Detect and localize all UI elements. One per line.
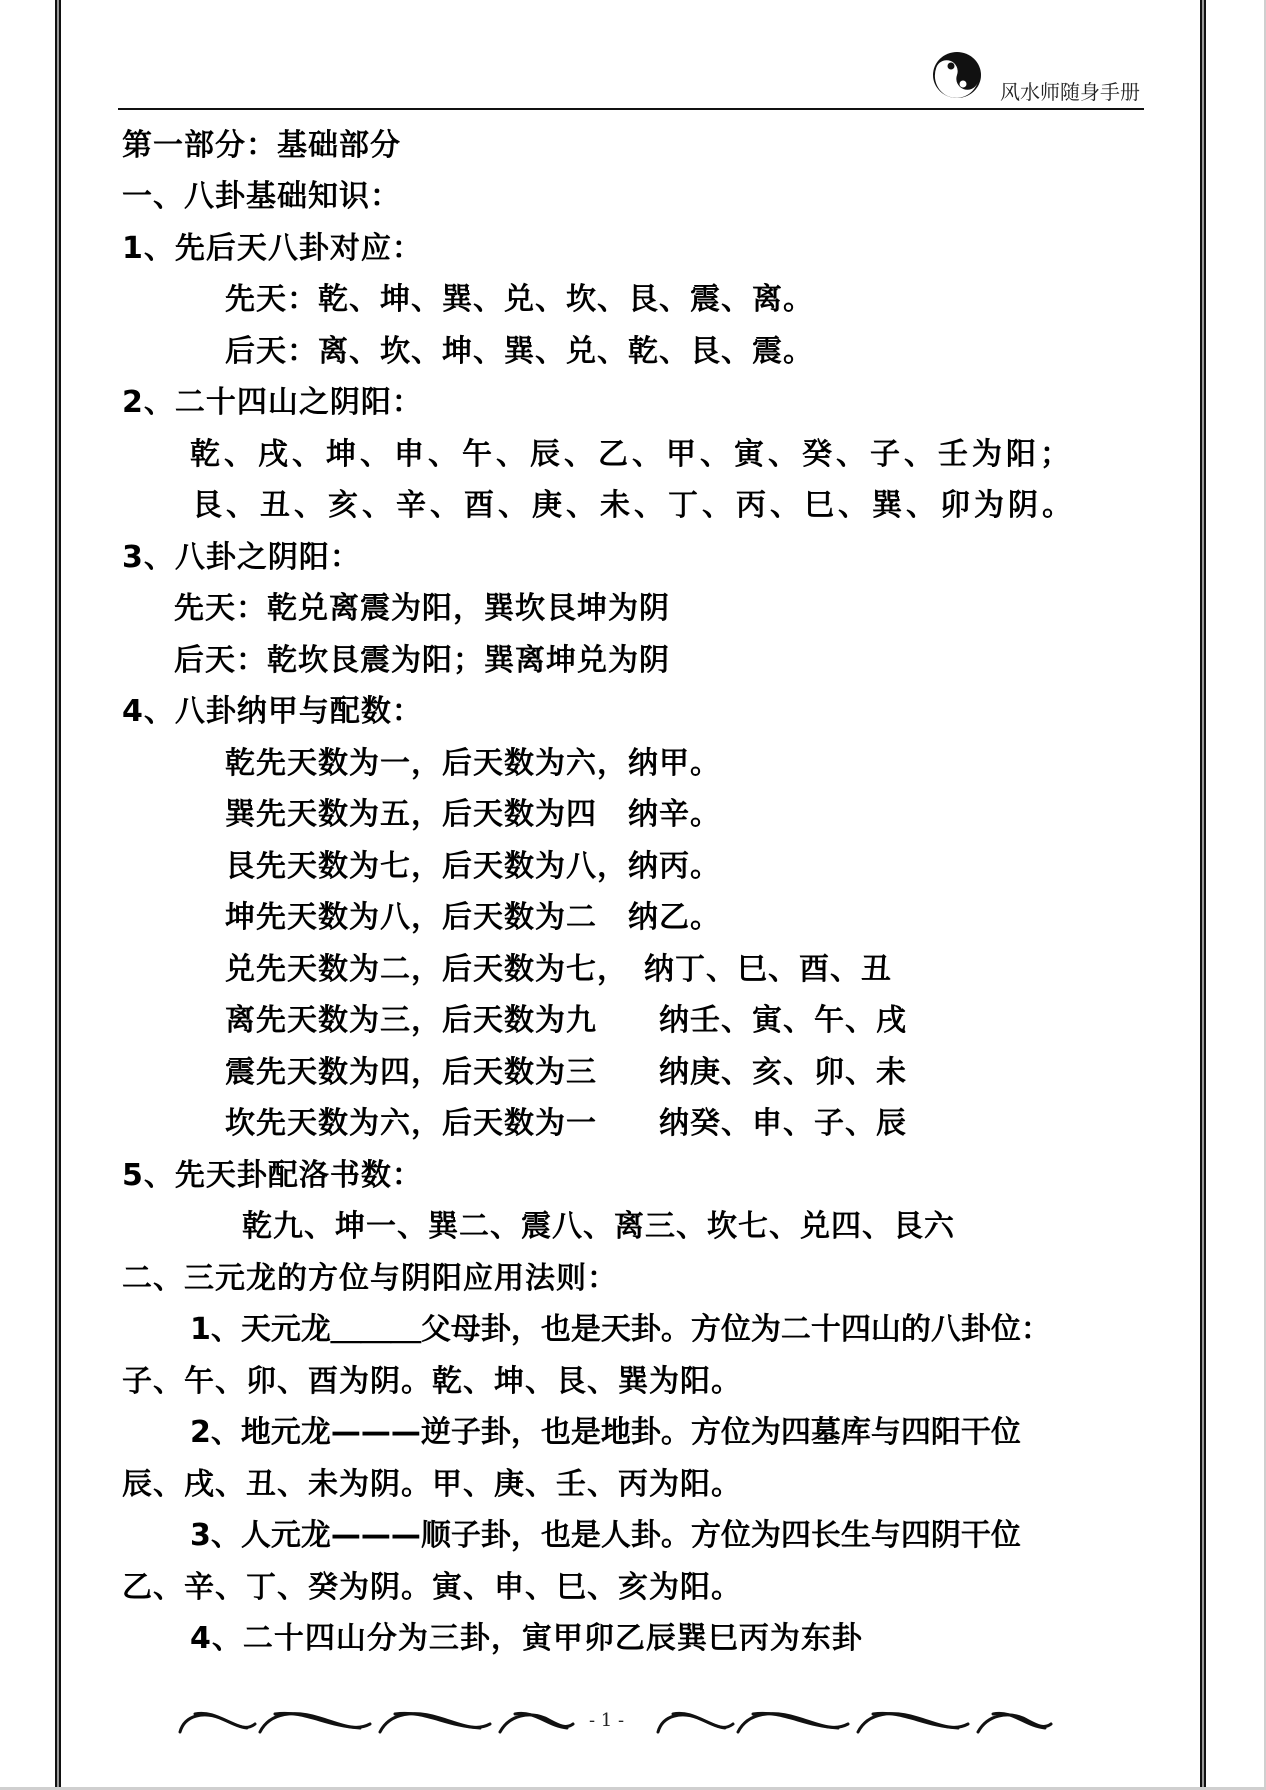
header-title: 风水师随身手册 [1000, 80, 1140, 104]
section-title-2: 二、三元龙的方位与阴阳应用法则： [122, 1261, 618, 1296]
houtian-yinyang-line: 后天：乾坎艮震为阳；巽离坤兑为阴 [174, 643, 670, 678]
scroll-flourish-icon [175, 1704, 575, 1740]
xiantian-line: 先天：乾、坤、巽、兑、坎、艮、震、离。 [225, 282, 814, 317]
paragraph-line: 1、天元龙＿＿＿父母卦，也是天卦。方位为二十四山的八卦位： [190, 1312, 1051, 1347]
najia-line: 坎先天数为六，后天数为一 纳癸、申、子、辰 [225, 1106, 907, 1141]
najia-line: 乾先天数为一，后天数为六，纳甲。 [225, 746, 721, 781]
xiantian-yinyang-line: 先天：乾兑离震为阳，巽坎艮坤为阴 [174, 591, 670, 626]
najia-line: 坤先天数为八，后天数为二 纳乙。 [225, 900, 721, 935]
item-heading-3: 3、八卦之阴阳： [122, 540, 361, 575]
najia-line: 离先天数为三，后天数为九 纳壬、寅、午、戌 [225, 1003, 907, 1038]
page-border-right [1200, 0, 1206, 1790]
yin-yang-icon [928, 50, 986, 100]
part-title: 第一部分：基础部分 [122, 128, 401, 163]
luoshu-line: 乾九、坤一、巽二、震八、离三、坎七、兑四、艮六 [242, 1209, 955, 1244]
page-number: - 1 - [589, 1710, 625, 1731]
page-border-left [55, 0, 61, 1790]
paragraph-line: 子、午、卯、酉为阴。乾、坤、艮、巽为阳。 [122, 1364, 742, 1399]
yang-mountains-line: 乾、戌、坤、申、午、辰、乙、甲、寅、癸、子、壬为阳； [190, 437, 1074, 472]
najia-line: 震先天数为四，后天数为三 纳庚、亥、卯、未 [225, 1055, 907, 1090]
paragraph-line: 2、地元龙———逆子卦，也是地卦。方位为四墓库与四阳干位 [190, 1415, 1021, 1450]
page-footer [175, 1700, 1055, 1740]
item-heading-4: 4、八卦纳甲与配数： [122, 694, 423, 729]
section-title-1: 一、八卦基础知识： [122, 179, 401, 214]
najia-line: 艮先天数为七，后天数为八，纳丙。 [225, 849, 721, 884]
paragraph-line: 3、人元龙———顺子卦，也是人卦。方位为四长生与四阴干位 [190, 1518, 1021, 1553]
yin-mountains-line: 艮、丑、亥、辛、酉、庚、未、丁、丙、巳、巽、卯为阴。 [192, 488, 1076, 523]
item-heading-1: 1、先后天八卦对应： [122, 231, 423, 266]
najia-line: 巽先天数为五，后天数为四 纳辛。 [225, 797, 721, 832]
page-header [118, 44, 1144, 110]
houtian-line: 后天：离、坎、坤、巽、兑、乾、艮、震。 [225, 334, 814, 369]
item-heading-5: 5、先天卦配洛书数： [122, 1158, 423, 1193]
paragraph-line: 辰、戌、丑、未为阴。甲、庚、壬、丙为阳。 [122, 1467, 742, 1502]
paragraph-line: 乙、辛、丁、癸为阴。寅、申、巳、亥为阳。 [122, 1570, 742, 1605]
paragraph-line: 4、二十四山分为三卦，寅甲卯乙辰巽巳丙为东卦 [190, 1621, 863, 1656]
item-heading-2: 2、二十四山之阴阳： [122, 385, 423, 420]
najia-line: 兑先天数为二，后天数为七， 纳丁、巳、酉、丑 [225, 952, 892, 987]
scroll-flourish-icon [653, 1704, 1053, 1740]
